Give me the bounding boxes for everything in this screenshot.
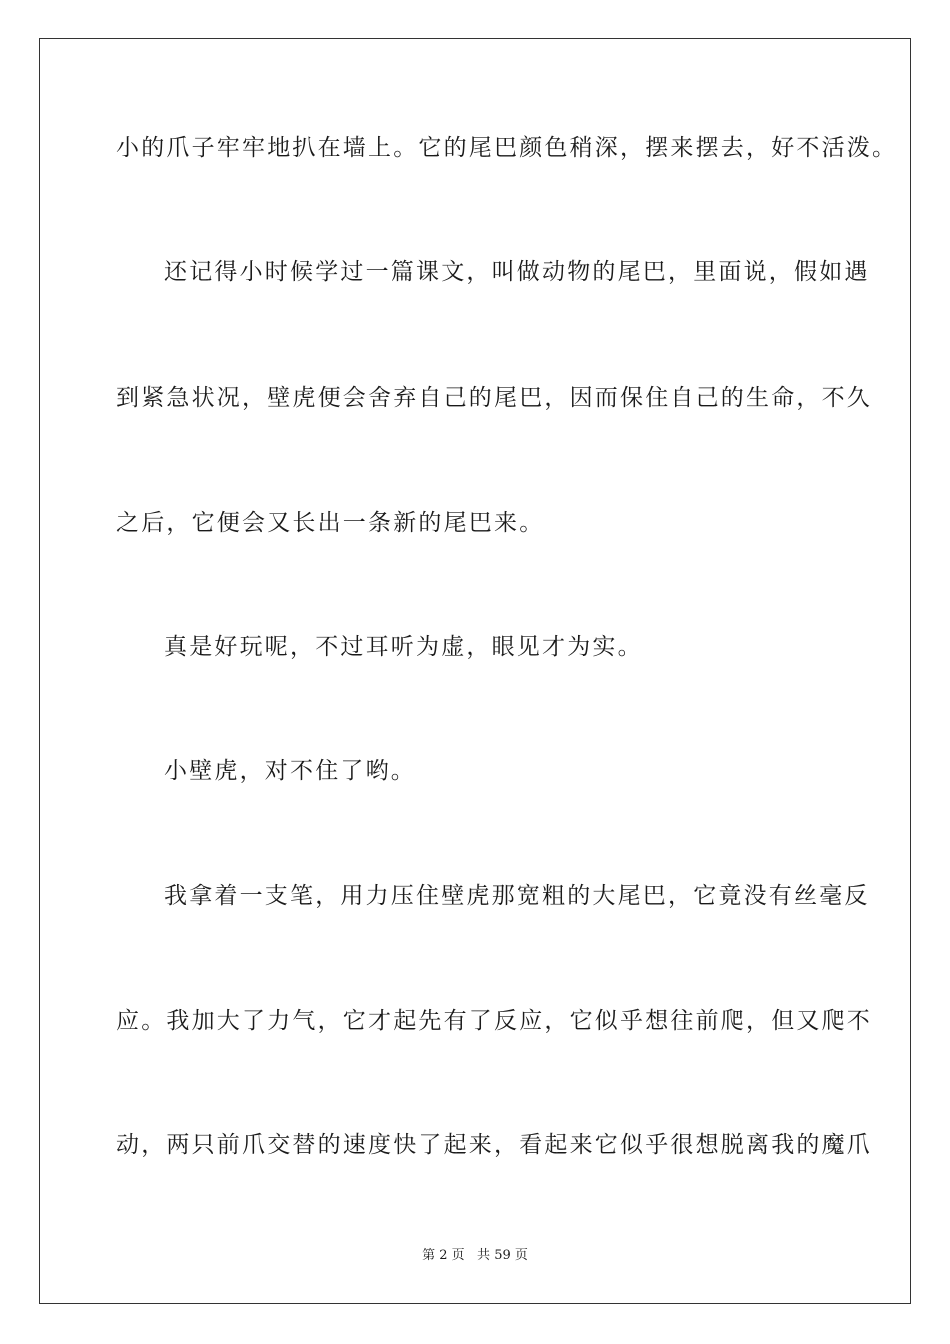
page-footer: 第 2 页 共 59 页 [422,1248,528,1263]
text-line-5: 真是好玩呢，不过耳听为虚，眼见才为实。 [164,634,643,660]
page-border [39,38,911,1304]
text-line-7: 我拿着一支笔，用力压住壁虎那宽粗的大尾巴，它竟没有丝毫反 [164,883,870,909]
text-line-4: 之后，它便会又长出一条新的尾巴来。 [116,510,545,536]
text-line-6: 小壁虎，对不住了哟。 [164,758,416,784]
text-line-9: 动，两只前爪交替的速度快了起来，看起来它似乎很想脱离我的魔爪 [116,1132,872,1158]
text-line-8: 应。我加大了力气，它才起先有了反应，它似乎想往前爬，但又爬不 [116,1008,872,1034]
text-line-1: 小的爪子牢牢地扒在墙上。它的尾巴颜色稍深，摆来摆去，好不活泼。 [116,135,898,161]
text-line-3: 到紧急状况，壁虎便会舍弃自己的尾巴，因而保住自己的生命，不久 [116,385,872,411]
text-line-2: 还记得小时候学过一篇课文，叫做动物的尾巴，里面说，假如遇 [164,259,870,285]
